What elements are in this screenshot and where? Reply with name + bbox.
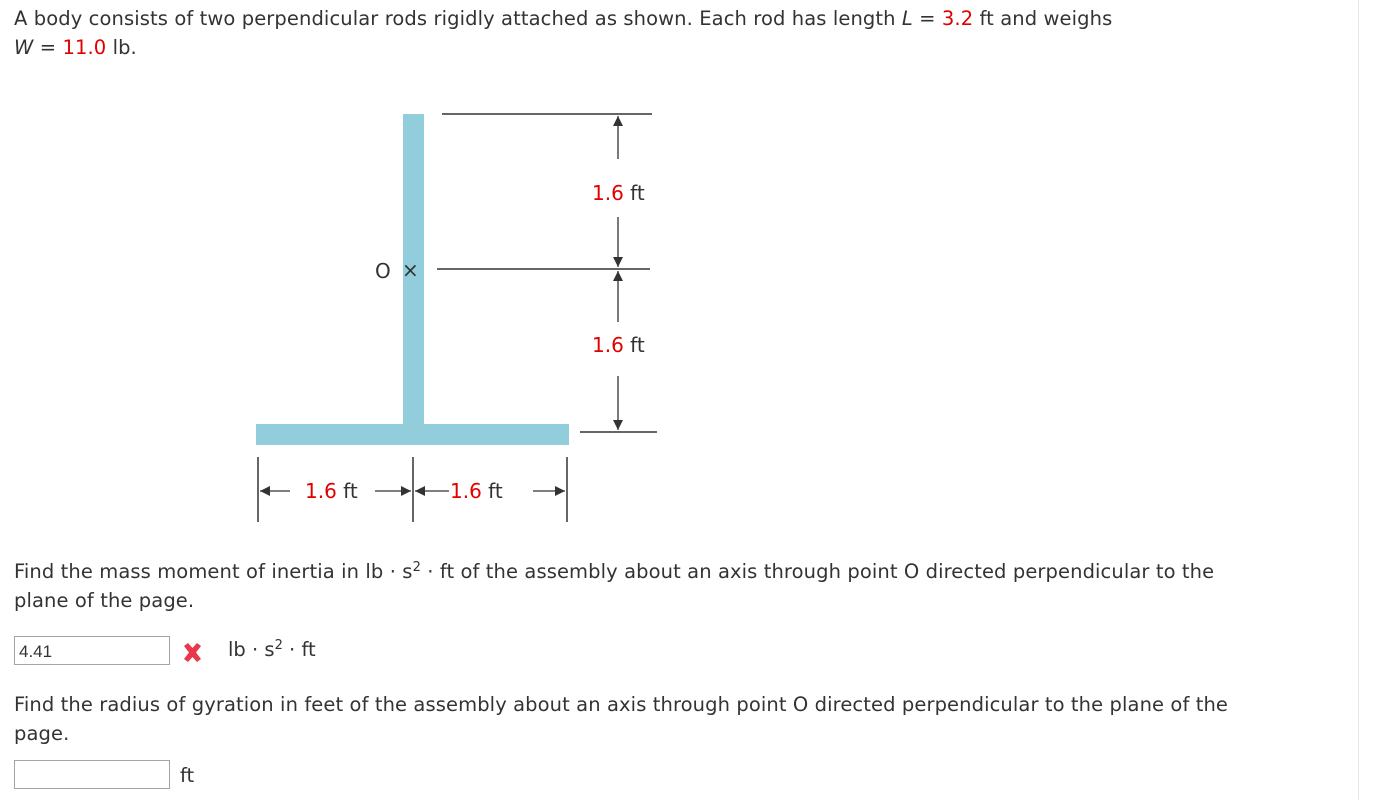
inertia-answer-input[interactable] [14, 636, 170, 665]
question-2-prompt [14, 690, 1228, 748]
weight-value: 11.0 [62, 36, 107, 59]
radius-unit: ft [180, 764, 195, 787]
length-symbol: L [901, 7, 913, 30]
weight-unit: lb. [106, 36, 137, 59]
problem-text-2: ft and weighs [973, 7, 1113, 30]
inertia-unit [228, 638, 316, 662]
equals-sign-2: = [33, 36, 63, 59]
problem-text: A body consists of two perpendicular rods rigidly attached as shown. Each rod has length [14, 7, 902, 30]
inertia-unit-exponent: 2 [274, 638, 283, 653]
weight-symbol: W [14, 36, 34, 59]
question-2-text-2: page. [14, 722, 70, 745]
dim-label-bottom-left: 1.6 ft [305, 479, 358, 503]
equals-sign: = [912, 7, 942, 30]
point-o-label: O [375, 259, 391, 283]
horizontal-rod [256, 424, 569, 445]
radius-answer-input[interactable] [14, 760, 170, 789]
question-2-text: Find the radius of gyration in feet of the assembly about an axis through point O directed perpendicular to the plane of the [14, 693, 1229, 716]
dim-label-bottom-right: 1.6 ft [450, 479, 503, 503]
dim-label-middle: 1.6 ft [592, 333, 645, 357]
wrong-x-icon [180, 640, 205, 665]
question-1-text: Find the mass moment of inertia in lb · s [14, 560, 413, 583]
inertia-unit-text: lb · s [228, 638, 275, 661]
question-1-exponent: 2 [412, 560, 421, 575]
point-o-marker-icon: × [402, 258, 419, 282]
rod-assembly-figure [0, 0, 700, 540]
dim-label-top: 1.6 ft [592, 181, 645, 205]
length-value: 3.2 [941, 7, 974, 30]
question-1-prompt [14, 557, 1214, 615]
inertia-unit-text-2: · ft [282, 638, 316, 661]
question-1-text-3: plane of the page. [14, 589, 195, 612]
question-1-text-2: · ft of the assembly about an axis through point O directed perpendicular to the [420, 560, 1215, 583]
page-right-border [1358, 0, 1359, 800]
